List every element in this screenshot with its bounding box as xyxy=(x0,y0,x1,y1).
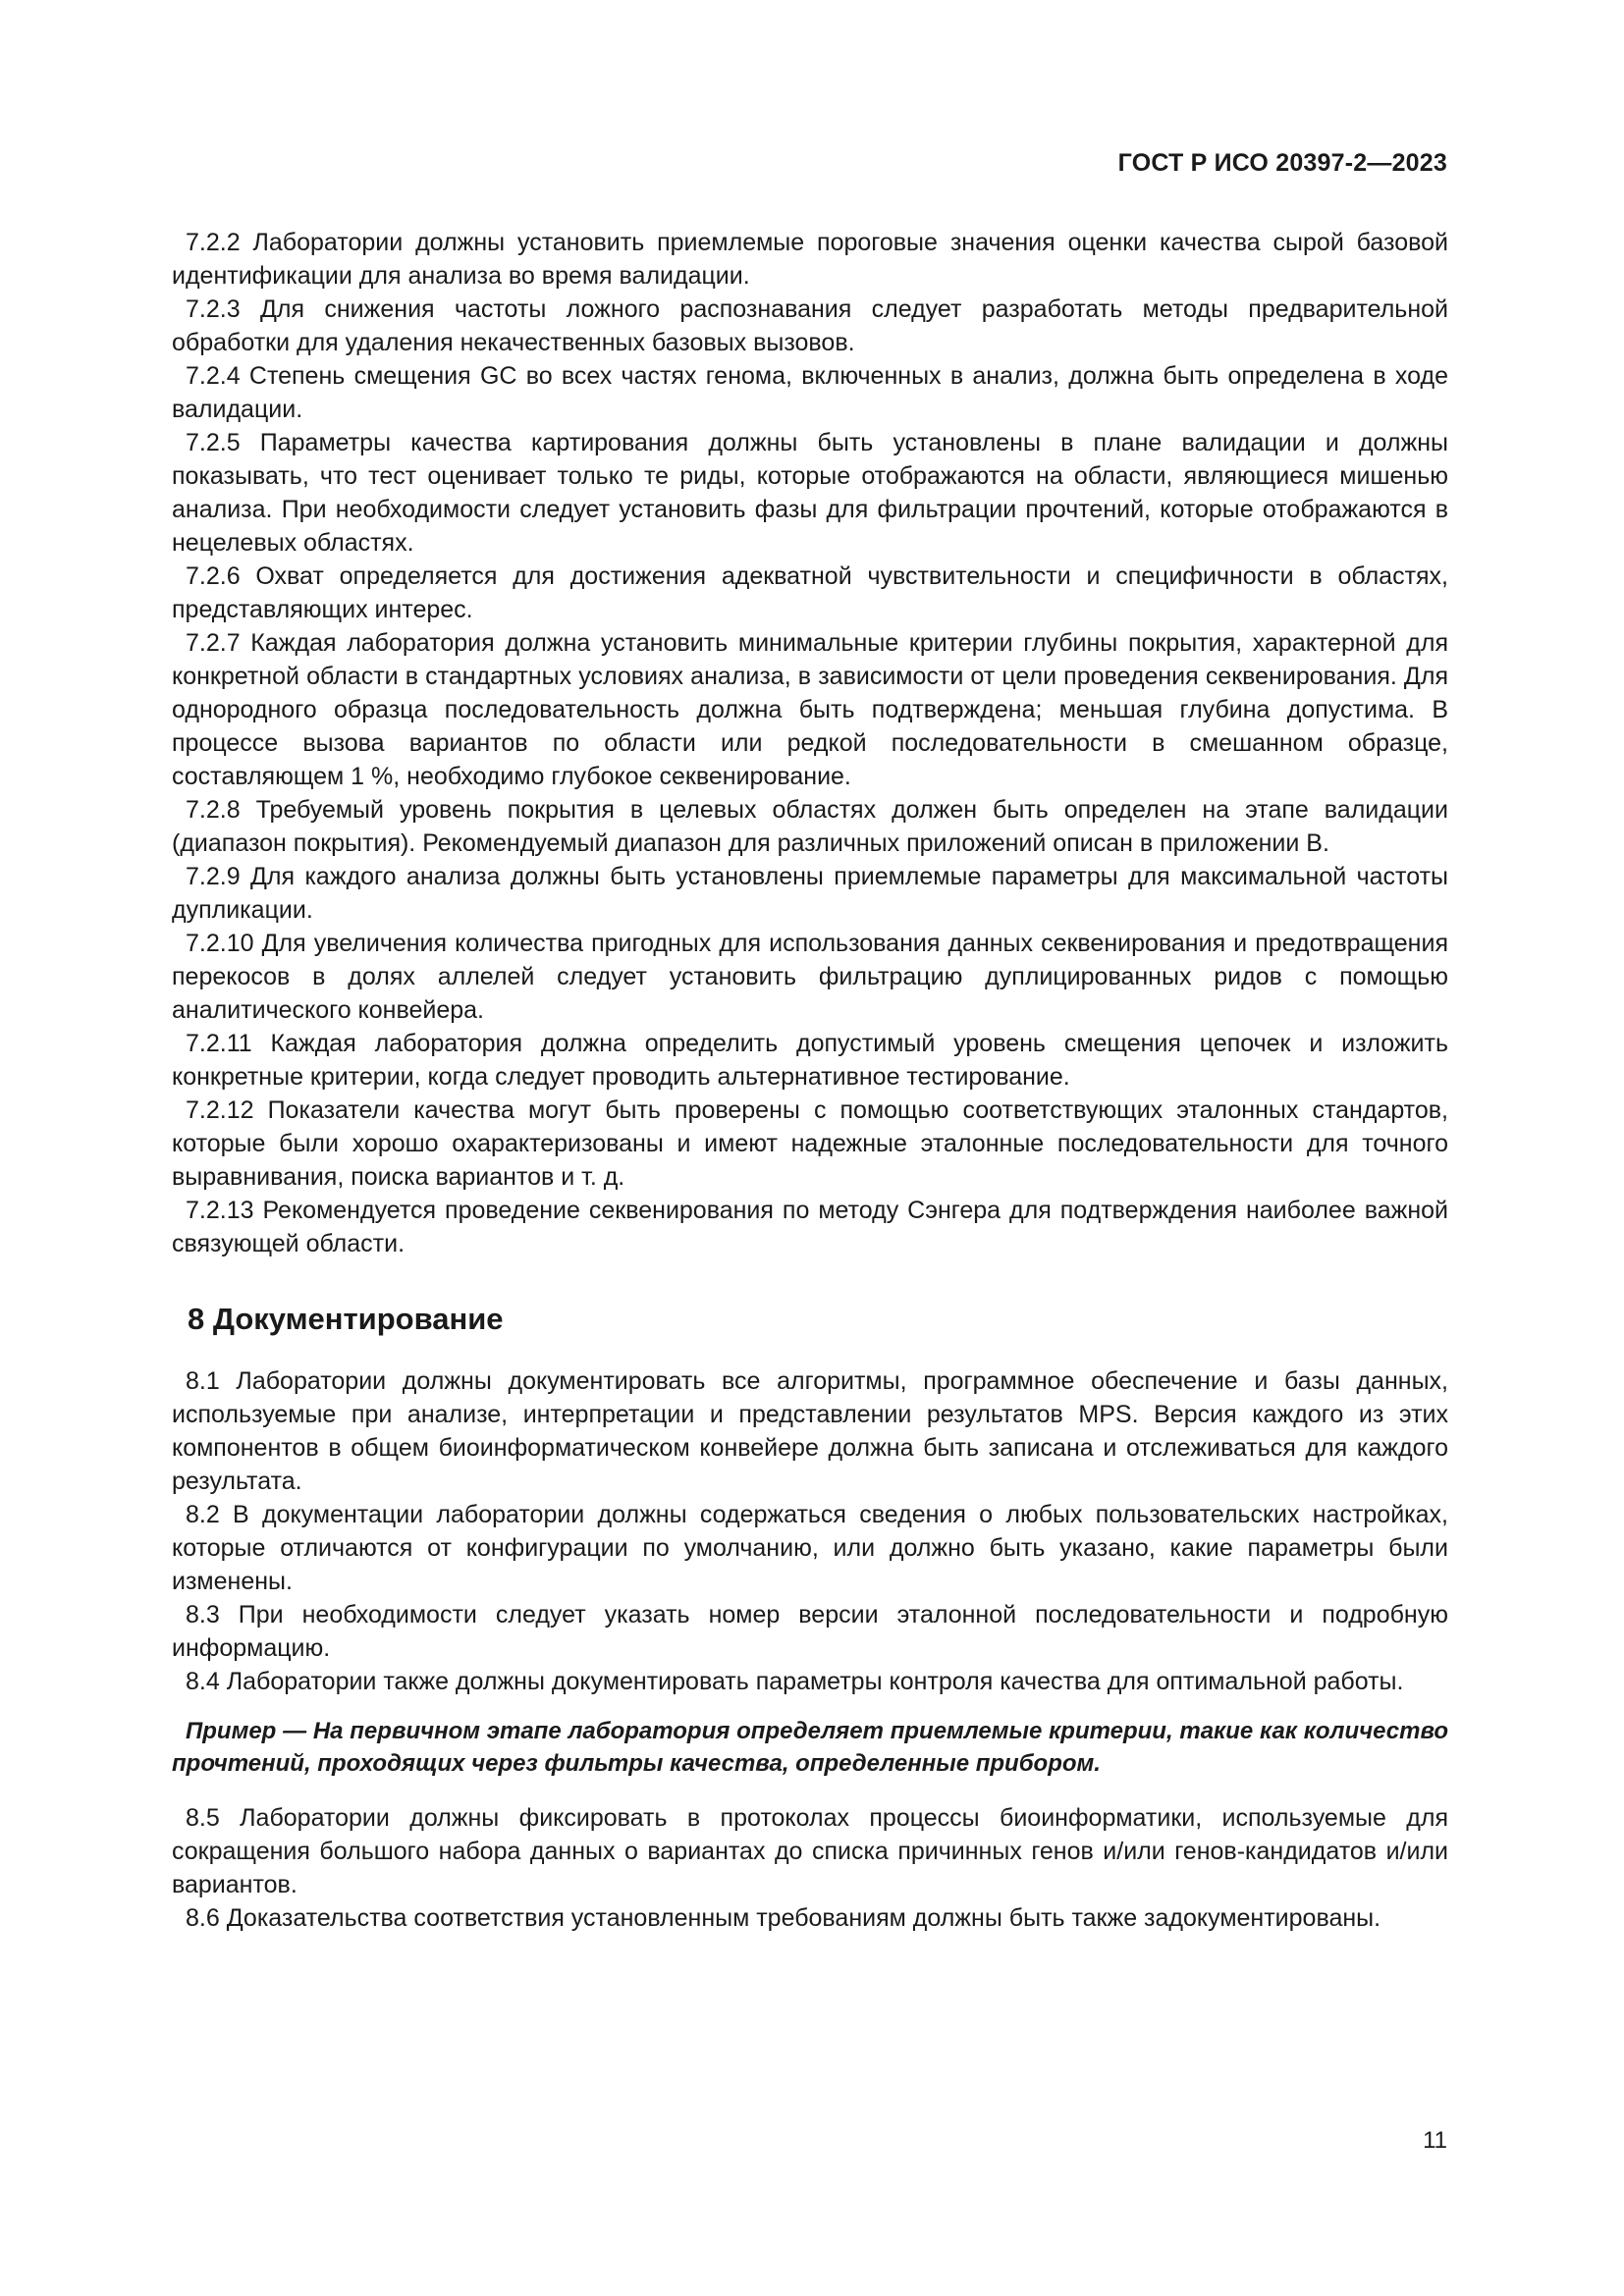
section-8-title: 8 Документирование xyxy=(188,1302,504,1336)
document-body xyxy=(172,226,1448,1935)
clause-7-2-4: 7.2.4 Степень смещения GC во всех частях генома, включенных в анализ, должна быть определена в ходе валидации. xyxy=(172,362,1448,423)
clause-7-2-9: 7.2.9 Для каждого анализа должны быть установлены приемлемые параметры для максимальной частоты дупликации. xyxy=(172,863,1448,924)
clause-7-2-13: 7.2.13 Рекомендуется проведение секвенирования по методу Сэнгера для подтверждения наиболее важной связующей области. xyxy=(172,1197,1448,1257)
clause-8-5: 8.5 Лаборатории должны фиксировать в протоколах процессы биоинформатики, используемые для сокращения большого набора данных о вариантах до списка причинных генов и/или генов-кандидатов и/или вариантов. xyxy=(172,1804,1448,1898)
clause-7-2-3: 7.2.3 Для снижения частоты ложного распознавания следует разработать методы предварительной обработки для удаления некачественных базовых вызовов. xyxy=(172,295,1448,356)
clause-7-2-5: 7.2.5 Параметры качества картирования должны быть установлены в плане валидации и должны показывать, что тест оценивает только те риды, которые отображаются на области, являющиеся мишенью анализа. При необходимости следует установить фазы для фильтрации прочтений, которые отображаются в нецелевых областях. xyxy=(172,429,1448,557)
clause-8-4: 8.4 Лаборатории также должны документировать параметры контроля качества для оптимальной работы. xyxy=(186,1668,1404,1695)
clause-7-2-12: 7.2.12 Показатели качества могут быть проверены с помощью соответствующих эталонных стандартов, которые были хорошо охарактеризованы и имеют надежные эталонные последовательности для точного выравнивания, поиска вариантов и т. д. xyxy=(172,1096,1448,1191)
clause-7-2-2: 7.2.2 Лаборатории должны установить приемлемые пороговые значения оценки качества сырой базовой идентификации для анализа во время валидации. xyxy=(172,229,1448,290)
clause-7-2-11: 7.2.11 Каждая лаборатория должна определить допустимый уровень смещения цепочек и изложить конкретные критерии, когда следует проводить альтернативное тестирование. xyxy=(172,1030,1448,1091)
page-number: 11 xyxy=(1423,2127,1447,2154)
example-note: Пример — На первичном этапе лаборатория определяет приемлемые критерии, такие как количество прочтений, проходящих через фильтры качества, определенные прибором. xyxy=(172,1718,1448,1777)
clause-8-1: 8.1 Лаборатории должны документировать все алгоритмы, программное обеспечение и базы данных, используемые при анализе, интерпретации и представлении результатов MPS. Версия каждого из этих компонентов в общем биоинформатическом конвейере должна быть записана и отслеживаться для каждого результата. xyxy=(172,1367,1448,1495)
clause-7-2-10: 7.2.10 Для увеличения количества пригодных для использования данных секвенирования и предотвращения перекосов в долях аллелей следует установить фильтрацию дуплицированных ридов с помощью аналитического конвейера. xyxy=(172,930,1448,1024)
clause-8-2: 8.2 В документации лаборатории должны содержаться сведения о любых пользовательских настройках, которые отличаются от конфигурации по умолчанию, или должно быть указано, какие параметры были изменены. xyxy=(172,1501,1448,1595)
clause-7-2-8: 7.2.8 Требуемый уровень покрытия в целевых областях должен быть определен на этапе валидации (диапазон покрытия). Рекомендуемый диапазон для различных приложений описан в приложении В. xyxy=(172,796,1448,857)
clause-8-3: 8.3 При необходимости следует указать номер версии эталонной последовательности и подробную информацию. xyxy=(172,1601,1448,1662)
clause-7-2-7: 7.2.7 Каждая лаборатория должна установить минимальные критерии глубины покрытия, характерной для конкретной области в стандартных условиях анализа, в зависимости от цели проведения секвенирования. Для однородного образца последовательность должна быть подтверждена; меньшая глубина допустима. В процессе вызова вариантов по области или редкой последовательности в смешанном образце, составляющем 1 %, необходимо глубокое секвенирование. xyxy=(172,629,1448,790)
standard-header: ГОСТ Р ИСО 20397-2—2023 xyxy=(1117,149,1447,177)
clause-8-6: 8.6 Доказательства соответствия установленным требованиям должны быть также задокументированы. xyxy=(186,1904,1381,1932)
clause-7-2-6: 7.2.6 Охват определяется для достижения адекватной чувствительности и специфичности в областях, представляющих интерес. xyxy=(172,562,1448,623)
